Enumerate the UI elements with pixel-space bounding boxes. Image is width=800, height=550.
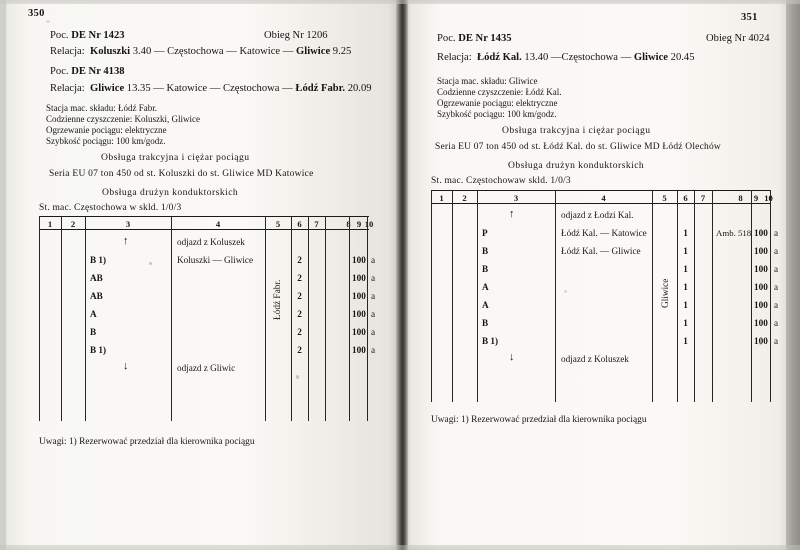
- col-header-r-1: 1: [439, 192, 444, 203]
- row-3-c3: AB: [90, 291, 103, 301]
- table-top-rule: [39, 216, 369, 217]
- left-col5-vertical-label: Łódź Fabr.: [273, 279, 283, 320]
- row-r-7-c9: 100: [754, 336, 768, 346]
- row-5-c3: B: [90, 327, 97, 337]
- rule-c3-c4: [171, 216, 172, 421]
- row-5-c10: a: [371, 327, 376, 337]
- rule-c9-c10: [367, 216, 368, 421]
- book-gutter-shadow: [396, 0, 408, 550]
- row-r-1-c10: a: [774, 228, 779, 238]
- left-crew-table: [39, 216, 376, 436]
- relation-dest-2: Łódź Fabr.: [295, 83, 346, 94]
- row-7-c4: odjazd z Gliwic: [177, 363, 236, 373]
- row-1-c4: Koluszki — Gliwice: [177, 255, 254, 265]
- row-r-2-c3: B: [482, 246, 489, 256]
- row-r-4-c3: A: [482, 282, 489, 292]
- right-page-folio: 351: [741, 12, 758, 23]
- left-train-1-number: [50, 30, 125, 41]
- row-r-6-c10: a: [774, 318, 779, 328]
- row-r-0-c4: odjazd z Łodzi Kal.: [561, 210, 634, 220]
- row-5-c6: 2: [297, 327, 302, 337]
- right-detail-stacja: Stacja mac. składu: Gliwice: [437, 76, 538, 86]
- table-header-rule-r: [431, 203, 771, 204]
- col-header-r-3: 3: [513, 192, 519, 203]
- row-3-c10: a: [371, 291, 376, 301]
- train-prefix-label: Poc.: [50, 30, 72, 41]
- right-footnote: Uwagi: 1) Rezerwować przedział dla kierownika pociągu: [431, 415, 647, 425]
- row-r-2-c9: 100: [754, 246, 768, 256]
- col-header-r-4: 4: [601, 192, 606, 203]
- row-r-2-c6: 1: [683, 246, 688, 256]
- rule-r-c5-c6: [677, 190, 678, 402]
- row-r-4-c10: a: [774, 282, 779, 292]
- row-r-2-c10: a: [774, 246, 779, 256]
- relation-prefix-2: Relacja:: [50, 83, 85, 94]
- rule-r-c8-c9: [751, 190, 752, 402]
- rule-r-c7-c8: [712, 190, 713, 402]
- scan-speckle: [46, 20, 50, 23]
- right-crew-table: [431, 190, 779, 415]
- left-traction-line: Seria EU 07 ton 450 od st. Koluszki do st. Gliwice MD Katowice: [49, 169, 314, 179]
- rule-c4-c5: [265, 216, 266, 421]
- relation-origin-2: Gliwice: [87, 83, 125, 94]
- relation-origin-r: Łódź Kal.: [474, 52, 522, 63]
- left-crew-heading: Obsługa drużyn konduktorskich: [102, 187, 239, 198]
- right-detail-szybkosc: Szybkość pociągu: 100 km/godz.: [437, 109, 557, 119]
- scan-speckle: [759, 342, 762, 345]
- right-train-1-number: [437, 33, 512, 44]
- left-train-1-circulation: Obieg Nr 1206: [264, 30, 328, 41]
- row-r-4-c9: 100: [754, 282, 768, 292]
- scan-bottom-edge: [0, 545, 800, 550]
- row-4-c6: 2: [297, 309, 302, 319]
- relation-via: — Częstochowa — Katowice —: [153, 46, 297, 57]
- scan-speckle: [296, 375, 299, 379]
- row-6-c9: 100: [352, 345, 366, 355]
- relation-prefix-r: Relacja:: [437, 52, 472, 63]
- table-header-rule: [39, 229, 369, 230]
- rule-c6-c7: [308, 216, 309, 421]
- row-r-3-c3: B: [482, 264, 489, 274]
- row-1-c3: B 1): [90, 255, 107, 265]
- right-traction-line: Seria EU 07 ton 450 od st. Łódź Kal. do st. Gliwice MD Łódź Olechów: [435, 142, 721, 152]
- col-header-6: 6: [297, 218, 302, 229]
- relation-origin-time: 3.40: [130, 46, 154, 57]
- row-1-c6: 2: [297, 255, 302, 265]
- relation-via-2: — Katowice — Częstochowa —: [153, 83, 296, 94]
- row-6-c6: 2: [297, 345, 302, 355]
- book-right-edge: [786, 0, 800, 550]
- left-page-folio: 350: [28, 8, 45, 19]
- row-r-6-c6: 1: [683, 318, 688, 328]
- col-header-r-6: 6: [683, 192, 688, 203]
- row-5-c9: 100: [352, 327, 366, 337]
- left-detail-czyszczenie: Codzienne czyszczenie: Koluszki, Gliwice: [46, 114, 200, 124]
- row-6-c3: B 1): [90, 345, 107, 355]
- row-2-c6: 2: [297, 273, 302, 283]
- rule-c8-c9: [349, 216, 350, 421]
- relation-dest: Gliwice: [296, 46, 331, 57]
- row-r-4-c6: 1: [683, 282, 688, 292]
- row-4-c3: A: [90, 309, 97, 319]
- col-header-1: 1: [47, 218, 53, 229]
- row-r-7-c3: B 1): [482, 336, 499, 346]
- left-traction-heading: Obsługa trakcyjna i ciężar pociągu: [101, 152, 250, 163]
- row-1-c10: a: [371, 255, 376, 265]
- left-train-2-number: [50, 66, 125, 77]
- relation-dest-time: 9.25: [330, 46, 352, 57]
- col-header-r-7: 7: [700, 192, 706, 203]
- rule-r-c9-c10: [770, 190, 771, 402]
- col-header-r-5: 5: [662, 192, 667, 203]
- rule-r-c1-c2: [452, 190, 453, 402]
- row-r-5-c9: 100: [754, 300, 768, 310]
- col-header-r-10: 10: [764, 192, 773, 203]
- right-col5-vertical-label: Gliwice: [661, 278, 671, 308]
- rule-r-c4-c5: [652, 190, 653, 402]
- row-0-c4: odjazd z Koluszek: [177, 237, 245, 247]
- col-header-4: 4: [215, 218, 221, 229]
- table-top-rule-r: [431, 190, 771, 191]
- col-header-8: 8: [346, 218, 351, 229]
- col-header-r-8: 8: [738, 192, 743, 203]
- row-r-2-c4: Łódź Kal. — Gliwice: [561, 246, 641, 256]
- row-r-8-arrow-down-icon: ↓: [509, 351, 515, 363]
- relation-prefix: Relacja:: [50, 46, 85, 57]
- left-train-2-relation: [50, 83, 372, 94]
- row-r-0-arrow-up-icon: ↑: [509, 208, 515, 220]
- left-footnote: Uwagi: 1) Rezerwować przedział dla kierownika pociągu: [39, 437, 255, 447]
- relation-via-r: —Częstochowa —: [550, 52, 634, 63]
- left-crew-line: St. mac. Częstochowa w skld. 1/0/3: [39, 203, 182, 213]
- row-7-arrow-down-icon: ↓: [123, 360, 129, 372]
- row-4-c9: 100: [352, 309, 366, 319]
- rule-c7-c8: [325, 216, 326, 421]
- relation-origin: Koluszki: [87, 46, 131, 57]
- right-train-1-circulation: Obieg Nr 4024: [706, 33, 770, 44]
- relation-origin-time-r: 13.40: [521, 52, 551, 63]
- scan-top-edge: [0, 0, 800, 4]
- row-r-1-c8: Amb. 518: [716, 228, 752, 238]
- col-header-7: 7: [314, 218, 319, 229]
- relation-dest-time-r: 20.45: [668, 52, 695, 63]
- rule-r-left-edge: [431, 190, 432, 402]
- train-number-r: DE Nr 1435: [458, 33, 512, 44]
- row-6-c10: a: [371, 345, 376, 355]
- left-detail-ogrzewanie: Ogrzewanie pociągu: elektryczne: [46, 125, 167, 135]
- train-prefix-label-2: Poc.: [50, 66, 72, 77]
- train-number-2: DE Nr 4138: [71, 66, 125, 77]
- left-detail-szybkosc: Szybkość pociągu: 100 km/godz.: [46, 136, 166, 146]
- rule-left-edge: [39, 216, 40, 421]
- col-header-2: 2: [70, 218, 76, 229]
- col-header-9: 9: [356, 218, 362, 229]
- right-train-1-relation: [437, 52, 694, 63]
- right-crew-heading: Obsługa drużyn konduktorskich: [508, 160, 645, 171]
- rule-c2-c3: [85, 216, 86, 421]
- relation-dest-r: Gliwice: [633, 52, 668, 63]
- row-3-c9: 100: [352, 291, 366, 301]
- left-detail-stacja: Stacja mac. składu: Łódź Fabr.: [46, 103, 157, 113]
- row-r-5-c10: a: [774, 300, 779, 310]
- row-r-3-c6: 1: [683, 264, 688, 274]
- row-0-arrow-up-icon: ↑: [123, 235, 129, 247]
- row-r-7-c10: a: [774, 336, 779, 346]
- col-header-3: 3: [125, 218, 131, 229]
- row-1-c9: 100: [352, 255, 366, 265]
- row-r-3-c10: a: [774, 264, 779, 274]
- rule-r-c6-c7: [694, 190, 695, 402]
- scan-speckle: [149, 262, 152, 265]
- rule-r-c2-c3: [477, 190, 478, 402]
- row-2-c9: 100: [352, 273, 366, 283]
- row-r-6-c9: 100: [754, 318, 768, 328]
- row-3-c6: 2: [297, 291, 302, 301]
- row-2-c3: AB: [90, 273, 103, 283]
- train-prefix-label-r: Poc.: [437, 33, 459, 44]
- scan-speckle: [564, 290, 567, 293]
- rule-r-c3-c4: [555, 190, 556, 402]
- right-page: [404, 0, 790, 550]
- col-header-r-2: 2: [462, 192, 467, 203]
- right-detail-ogrzewanie: Ogrzewanie pociągu: elektryczne: [437, 98, 558, 108]
- row-r-6-c3: B: [482, 318, 489, 328]
- train-number: DE Nr 1423: [71, 30, 125, 41]
- row-r-1-c9: 100: [754, 228, 768, 238]
- row-r-5-c6: 1: [683, 300, 688, 310]
- row-r-3-c9: 100: [754, 264, 768, 274]
- right-traction-heading: Obsługa trakcyjna i ciężar pociągu: [502, 125, 651, 136]
- left-page: [6, 0, 404, 550]
- row-r-1-c4: Łódź Kal. — Katowice: [561, 228, 647, 238]
- right-detail-czyszczenie: Codzienne czyszczenie: Łódź Kal.: [437, 87, 562, 97]
- relation-dest-time-2: 20.09: [345, 83, 372, 94]
- col-header-10: 10: [364, 218, 374, 229]
- rule-c1-c2: [61, 216, 62, 421]
- row-r-1-c6: 1: [683, 228, 688, 238]
- row-4-c10: a: [371, 309, 376, 319]
- row-r-7-c6: 1: [683, 336, 688, 346]
- row-2-c10: a: [371, 273, 376, 283]
- row-r-8-c4: odjazd z Koluszek: [561, 354, 629, 364]
- right-crew-line: St. mac. Częstochowaw skld. 1/0/3: [431, 176, 571, 186]
- row-r-1-c3: P: [482, 228, 488, 238]
- left-train-1-relation: [50, 46, 351, 57]
- relation-origin-time-2: 13.35: [124, 83, 154, 94]
- row-r-5-c3: A: [482, 300, 489, 310]
- col-header-5: 5: [275, 218, 281, 229]
- col-header-r-9: 9: [753, 192, 759, 203]
